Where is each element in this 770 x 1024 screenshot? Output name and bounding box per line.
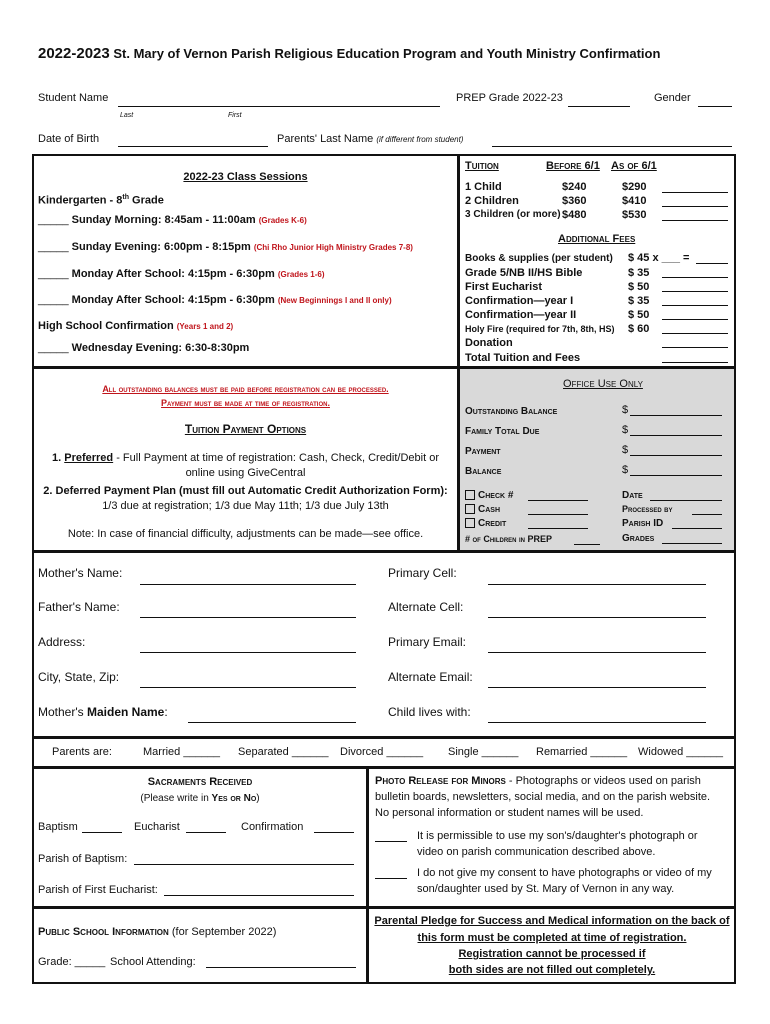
- date-field[interactable]: [650, 500, 722, 501]
- tuition-row-before: $240: [562, 181, 587, 193]
- tuition-row-asof: $290: [622, 181, 647, 193]
- hs-label: High School Confirmation: [38, 320, 174, 332]
- fee-field[interactable]: [696, 263, 728, 264]
- fee-label: Books & supplies (per student): [465, 253, 613, 264]
- address-label: Address:: [38, 635, 86, 649]
- session-label: Wednesday Evening: 6:30-8:30pm: [71, 342, 250, 354]
- fee-label: Grade 5/NB II/HS Bible: [465, 267, 583, 279]
- alt-cell-label: Alternate Cell:: [388, 600, 464, 614]
- sub-close: ): [256, 793, 260, 804]
- date-label: Date: [622, 490, 643, 501]
- processed-label: Processed by: [622, 504, 673, 514]
- outstanding-label: Outstanding Balance: [465, 406, 558, 417]
- if-different-note: (if different from student): [376, 135, 464, 144]
- fee-field[interactable]: [662, 333, 728, 334]
- family-total-field[interactable]: [630, 435, 722, 436]
- children-field[interactable]: [574, 544, 600, 545]
- maiden-name-field[interactable]: [188, 722, 356, 723]
- session-label: Monday After School: 4:15pm - 6:30pm: [71, 268, 275, 280]
- school-heading: Public School Information: [38, 926, 169, 938]
- student-name-label: Student Name: [38, 92, 109, 104]
- photo-text: - Photographs or videos used on parish: [505, 775, 701, 787]
- grades-field[interactable]: [662, 543, 722, 544]
- payment-warning-1: All outstanding balances must be paid before registration can be processed.: [102, 384, 389, 394]
- photo-permit-field[interactable]: [375, 841, 407, 842]
- cash-option[interactable]: [465, 504, 500, 515]
- mother-label: Mother's Name:: [38, 566, 123, 580]
- parish-id-field[interactable]: [672, 528, 722, 529]
- payment-note: Note: In case of financial difficulty, adjustments can be made—see office.: [67, 528, 424, 540]
- maiden-prefix: Mother's: [38, 705, 87, 719]
- child-lives-field[interactable]: [488, 722, 706, 723]
- session-sunday-evening[interactable]: _____ Sunday Evening: 6:00pm - 8:15pm (Chi Rho Junior High Ministry Grades 7-8): [38, 241, 413, 253]
- photo-permit-text-1: It is permissible to use my son's/daughter's photograph or: [417, 830, 698, 842]
- payment-warning-2: Payment must be made at time of registration.: [161, 398, 330, 408]
- fee-field[interactable]: [662, 347, 728, 348]
- student-name-field[interactable]: [118, 106, 440, 107]
- sacraments-sub: [32, 793, 368, 804]
- sub-text: (Please write in: [140, 793, 212, 804]
- father-field[interactable]: [140, 617, 356, 618]
- primary-email-field[interactable]: [488, 652, 706, 653]
- maiden-colon: :: [164, 705, 168, 719]
- checkbox[interactable]: [465, 504, 475, 514]
- balance-field[interactable]: [630, 475, 722, 476]
- check-label: Check #: [478, 490, 514, 501]
- fee-amount: $ 45 x ___ =: [628, 252, 690, 264]
- fee-field[interactable]: [662, 319, 728, 320]
- additional-fees-heading: Additional Fees: [558, 233, 636, 245]
- fee-amount: $ 50: [628, 309, 650, 321]
- sessions-heading: 2022-23 Class Sessions: [183, 171, 308, 183]
- payment-option-2b: 1/3 due at registration; 1/3 due May 11th; 1/3 due July 13th: [102, 500, 389, 512]
- parents-option[interactable]: Remarried ______: [536, 746, 628, 758]
- grades-label: Grades: [622, 533, 655, 544]
- parents-option[interactable]: Single ______: [448, 746, 519, 758]
- parish-baptism-label: Parish of Baptism:: [38, 853, 128, 865]
- alt-email-label: Alternate Email:: [388, 670, 473, 684]
- primary-cell-label: Primary Cell:: [388, 566, 457, 580]
- eucharist-label: Eucharist: [134, 821, 180, 833]
- last-label: Last: [120, 112, 134, 119]
- fee-amount: $ 50: [628, 281, 650, 293]
- payment-field[interactable]: [630, 455, 722, 456]
- parish-eucharist-label: Parish of First Eucharist:: [38, 884, 158, 896]
- balance-label: Balance: [465, 466, 502, 477]
- pledge-line-1: Parental Pledge for Success and Medical information on the back of: [374, 915, 730, 927]
- parents-option[interactable]: Divorced ______: [340, 746, 424, 758]
- dollar-sign: $: [622, 404, 629, 416]
- parish-baptism-field[interactable]: [134, 864, 354, 865]
- tuition-row-label: 2 Children: [465, 195, 519, 207]
- dollar-sign: $: [622, 464, 629, 476]
- fee-label: Confirmation—year I: [465, 295, 574, 307]
- parents-last-name: [277, 133, 463, 145]
- payment-heading: Tuition Payment Options: [184, 422, 307, 436]
- session-note: (Grades K-6): [258, 216, 307, 225]
- photo-permit-text-2: video on parish communication described above.: [417, 846, 656, 858]
- office-heading: Office Use Only: [563, 378, 643, 390]
- before-col-header: Before 6/1: [546, 160, 600, 172]
- parents-are-label: Parents are:: [52, 746, 112, 758]
- photo-deny-text-1: I do not give my consent to have photographs or video of my: [417, 867, 712, 879]
- session-note: (Grades 1-6): [277, 270, 325, 279]
- fee-amount: $ 60: [628, 323, 650, 335]
- tuition-row-field[interactable]: [662, 220, 728, 221]
- school-note: (for September 2022): [168, 926, 277, 938]
- fee-label: Holy Fire (required for 7th, 8th, HS): [465, 324, 615, 334]
- children-label: # of Children in PREP: [465, 534, 553, 544]
- session-monday-1[interactable]: _____ Monday After School: 4:15pm - 6:30pm (Grades 1-6): [38, 268, 325, 280]
- parents-last-field[interactable]: [492, 146, 732, 147]
- alt-cell-field[interactable]: [488, 617, 706, 618]
- city-field[interactable]: [140, 687, 356, 688]
- fee-field[interactable]: [662, 305, 728, 306]
- tuition-row-asof: $530: [622, 209, 647, 221]
- session-label: Sunday Morning: 8:45am - 11:00am: [71, 214, 256, 226]
- child-lives-label: Child lives with:: [388, 705, 471, 719]
- tuition-row-field[interactable]: [662, 206, 728, 207]
- prep-grade-field[interactable]: [568, 106, 630, 107]
- school-attending-field[interactable]: [206, 967, 356, 968]
- tuition-row-label: 1 Child: [465, 181, 502, 193]
- sacraments-heading: Sacraments Received: [147, 776, 253, 788]
- preferred-label: Preferred: [64, 452, 114, 464]
- fee-label: Donation: [465, 337, 513, 349]
- parents-option[interactable]: Widowed ______: [638, 746, 724, 758]
- tuition-row-label: 3 Children (or more): [465, 209, 561, 220]
- tuition-row-field[interactable]: [662, 192, 728, 193]
- maiden-name-label: [38, 705, 168, 719]
- confirmation-label: Confirmation: [241, 821, 304, 833]
- father-label: Father's Name:: [38, 600, 120, 614]
- fee-label: First Eucharist: [465, 281, 543, 293]
- session-note: (New Beginnings I and II only): [277, 296, 392, 305]
- credit-field[interactable]: [528, 528, 588, 529]
- parish-eucharist-field[interactable]: [164, 895, 354, 896]
- parents-last-label: Parents' Last Name: [277, 133, 374, 145]
- address-field[interactable]: [140, 652, 356, 653]
- pledge-line-3: Registration cannot be processed if: [458, 948, 646, 960]
- hs-confirmation: [38, 320, 233, 332]
- payment-label: Payment: [465, 446, 501, 457]
- fee-amount: $ 35: [628, 267, 650, 279]
- payment-option-2: 2. Deferred Payment Plan (must fill out Automatic Credit Authorization Form):: [43, 485, 448, 497]
- maiden-bold: Maiden Name: [86, 705, 165, 719]
- pledge-line-2: this form must be completed at time of registration.: [417, 932, 687, 944]
- school-attending-label: School Attending:: [110, 956, 196, 968]
- k8-sup: th: [122, 194, 129, 201]
- fee-field[interactable]: [662, 291, 728, 292]
- prep-grade-label: PREP Grade 2022-23: [456, 92, 563, 104]
- parish-id-label: Parish ID: [622, 518, 664, 529]
- tuition-row-asof: $410: [622, 195, 647, 207]
- session-note: (Chi Rho Junior High Ministry Grades 7-8): [253, 243, 413, 252]
- baptism-label: Baptism: [38, 821, 78, 833]
- photo-deny-text-2: son/daughter used by St. Mary of Vernon in any way.: [417, 883, 675, 895]
- k8-label: Kindergarten - 8th Grade: [38, 194, 164, 207]
- pledge-line-4: both sides are not filled out completely.: [448, 964, 656, 976]
- alt-email-field[interactable]: [488, 687, 706, 688]
- confirmation-field[interactable]: [314, 832, 354, 833]
- page-title: [38, 45, 660, 62]
- primary-email-label: Primary Email:: [388, 635, 467, 649]
- fee-amount: $ 35: [628, 295, 650, 307]
- parents-option[interactable]: Separated ______: [238, 746, 329, 758]
- option-number: 1.: [52, 452, 65, 464]
- dollar-sign: $: [622, 424, 629, 436]
- fee-field[interactable]: [662, 277, 728, 278]
- public-school-box: [32, 908, 368, 984]
- option-text: - Full Payment at time of registration: Cash, Check, Credit/Debit or: [113, 452, 439, 464]
- parents-option[interactable]: Married ______: [143, 746, 221, 758]
- payment-option-1: [32, 452, 459, 464]
- school-heading-line: [38, 926, 276, 938]
- payment-option-1b: online using GiveCentral: [185, 467, 306, 479]
- gender-label: Gender: [654, 92, 691, 104]
- session-label: Monday After School: 4:15pm - 6:30pm: [71, 294, 275, 306]
- title-year: 2022-2023: [38, 45, 110, 62]
- checkbox[interactable]: [465, 490, 475, 500]
- credit-option[interactable]: [465, 518, 506, 529]
- mother-field[interactable]: [140, 584, 356, 585]
- session-monday-2[interactable]: _____ Monday After School: 4:15pm - 6:30pm (New Beginnings I and II only): [38, 294, 392, 306]
- check-option[interactable]: [465, 490, 513, 501]
- eucharist-field[interactable]: [186, 832, 226, 833]
- session-label: Sunday Evening: 6:00pm - 8:15pm: [71, 241, 251, 253]
- title-text: St. Mary of Vernon Parish Religious Education Program and Youth Ministry Confirmation: [113, 46, 661, 61]
- tuition-row-before: $480: [562, 209, 587, 221]
- tuition-row-before: $360: [562, 195, 587, 207]
- checkbox[interactable]: [465, 518, 475, 528]
- processed-field[interactable]: [692, 514, 722, 515]
- fee-label: Total Tuition and Fees: [465, 352, 581, 364]
- city-label: City, State, Zip:: [38, 670, 120, 684]
- family-total-label: Family Total Due: [465, 426, 540, 437]
- tuition-col-header: Tuition: [465, 160, 499, 172]
- cash-label: Cash: [478, 504, 501, 515]
- first-label: First: [228, 112, 242, 119]
- cash-field[interactable]: [528, 514, 588, 515]
- photo-heading-line: [375, 775, 701, 787]
- credit-label: Credit: [478, 518, 507, 529]
- dob-label: Date of Birth: [38, 133, 100, 145]
- hs-note: (Years 1 and 2): [176, 322, 234, 331]
- session-wednesday[interactable]: _____ Wednesday Evening: 6:30-8:30pm: [38, 342, 250, 354]
- session-sunday-morning[interactable]: _____ Sunday Morning: 8:45am - 11:00am (Grades K-6): [38, 214, 307, 226]
- class-sessions-box: [32, 154, 459, 368]
- asof-col-header: As of 6/1: [611, 160, 657, 172]
- dollar-sign: $: [622, 444, 629, 456]
- check-number-field[interactable]: [528, 500, 588, 501]
- photo-heading: Photo Release for Minors: [375, 775, 506, 787]
- photo-text-3: No personal information or student names will be used.: [375, 807, 644, 819]
- baptism-field[interactable]: [82, 832, 122, 833]
- fee-label: Confirmation—year II: [465, 309, 577, 321]
- outstanding-field[interactable]: [630, 415, 722, 416]
- dob-field[interactable]: [118, 146, 268, 147]
- fee-field[interactable]: [662, 362, 728, 363]
- gender-field[interactable]: [698, 106, 732, 107]
- sub-bold: Yes or No: [211, 793, 257, 804]
- photo-deny-field[interactable]: [375, 878, 407, 879]
- photo-text-2: bulletin boards, newsletters, social media, and on the parish website.: [375, 791, 711, 803]
- grade-label[interactable]: Grade: _____: [38, 956, 106, 968]
- primary-cell-field[interactable]: [488, 584, 706, 585]
